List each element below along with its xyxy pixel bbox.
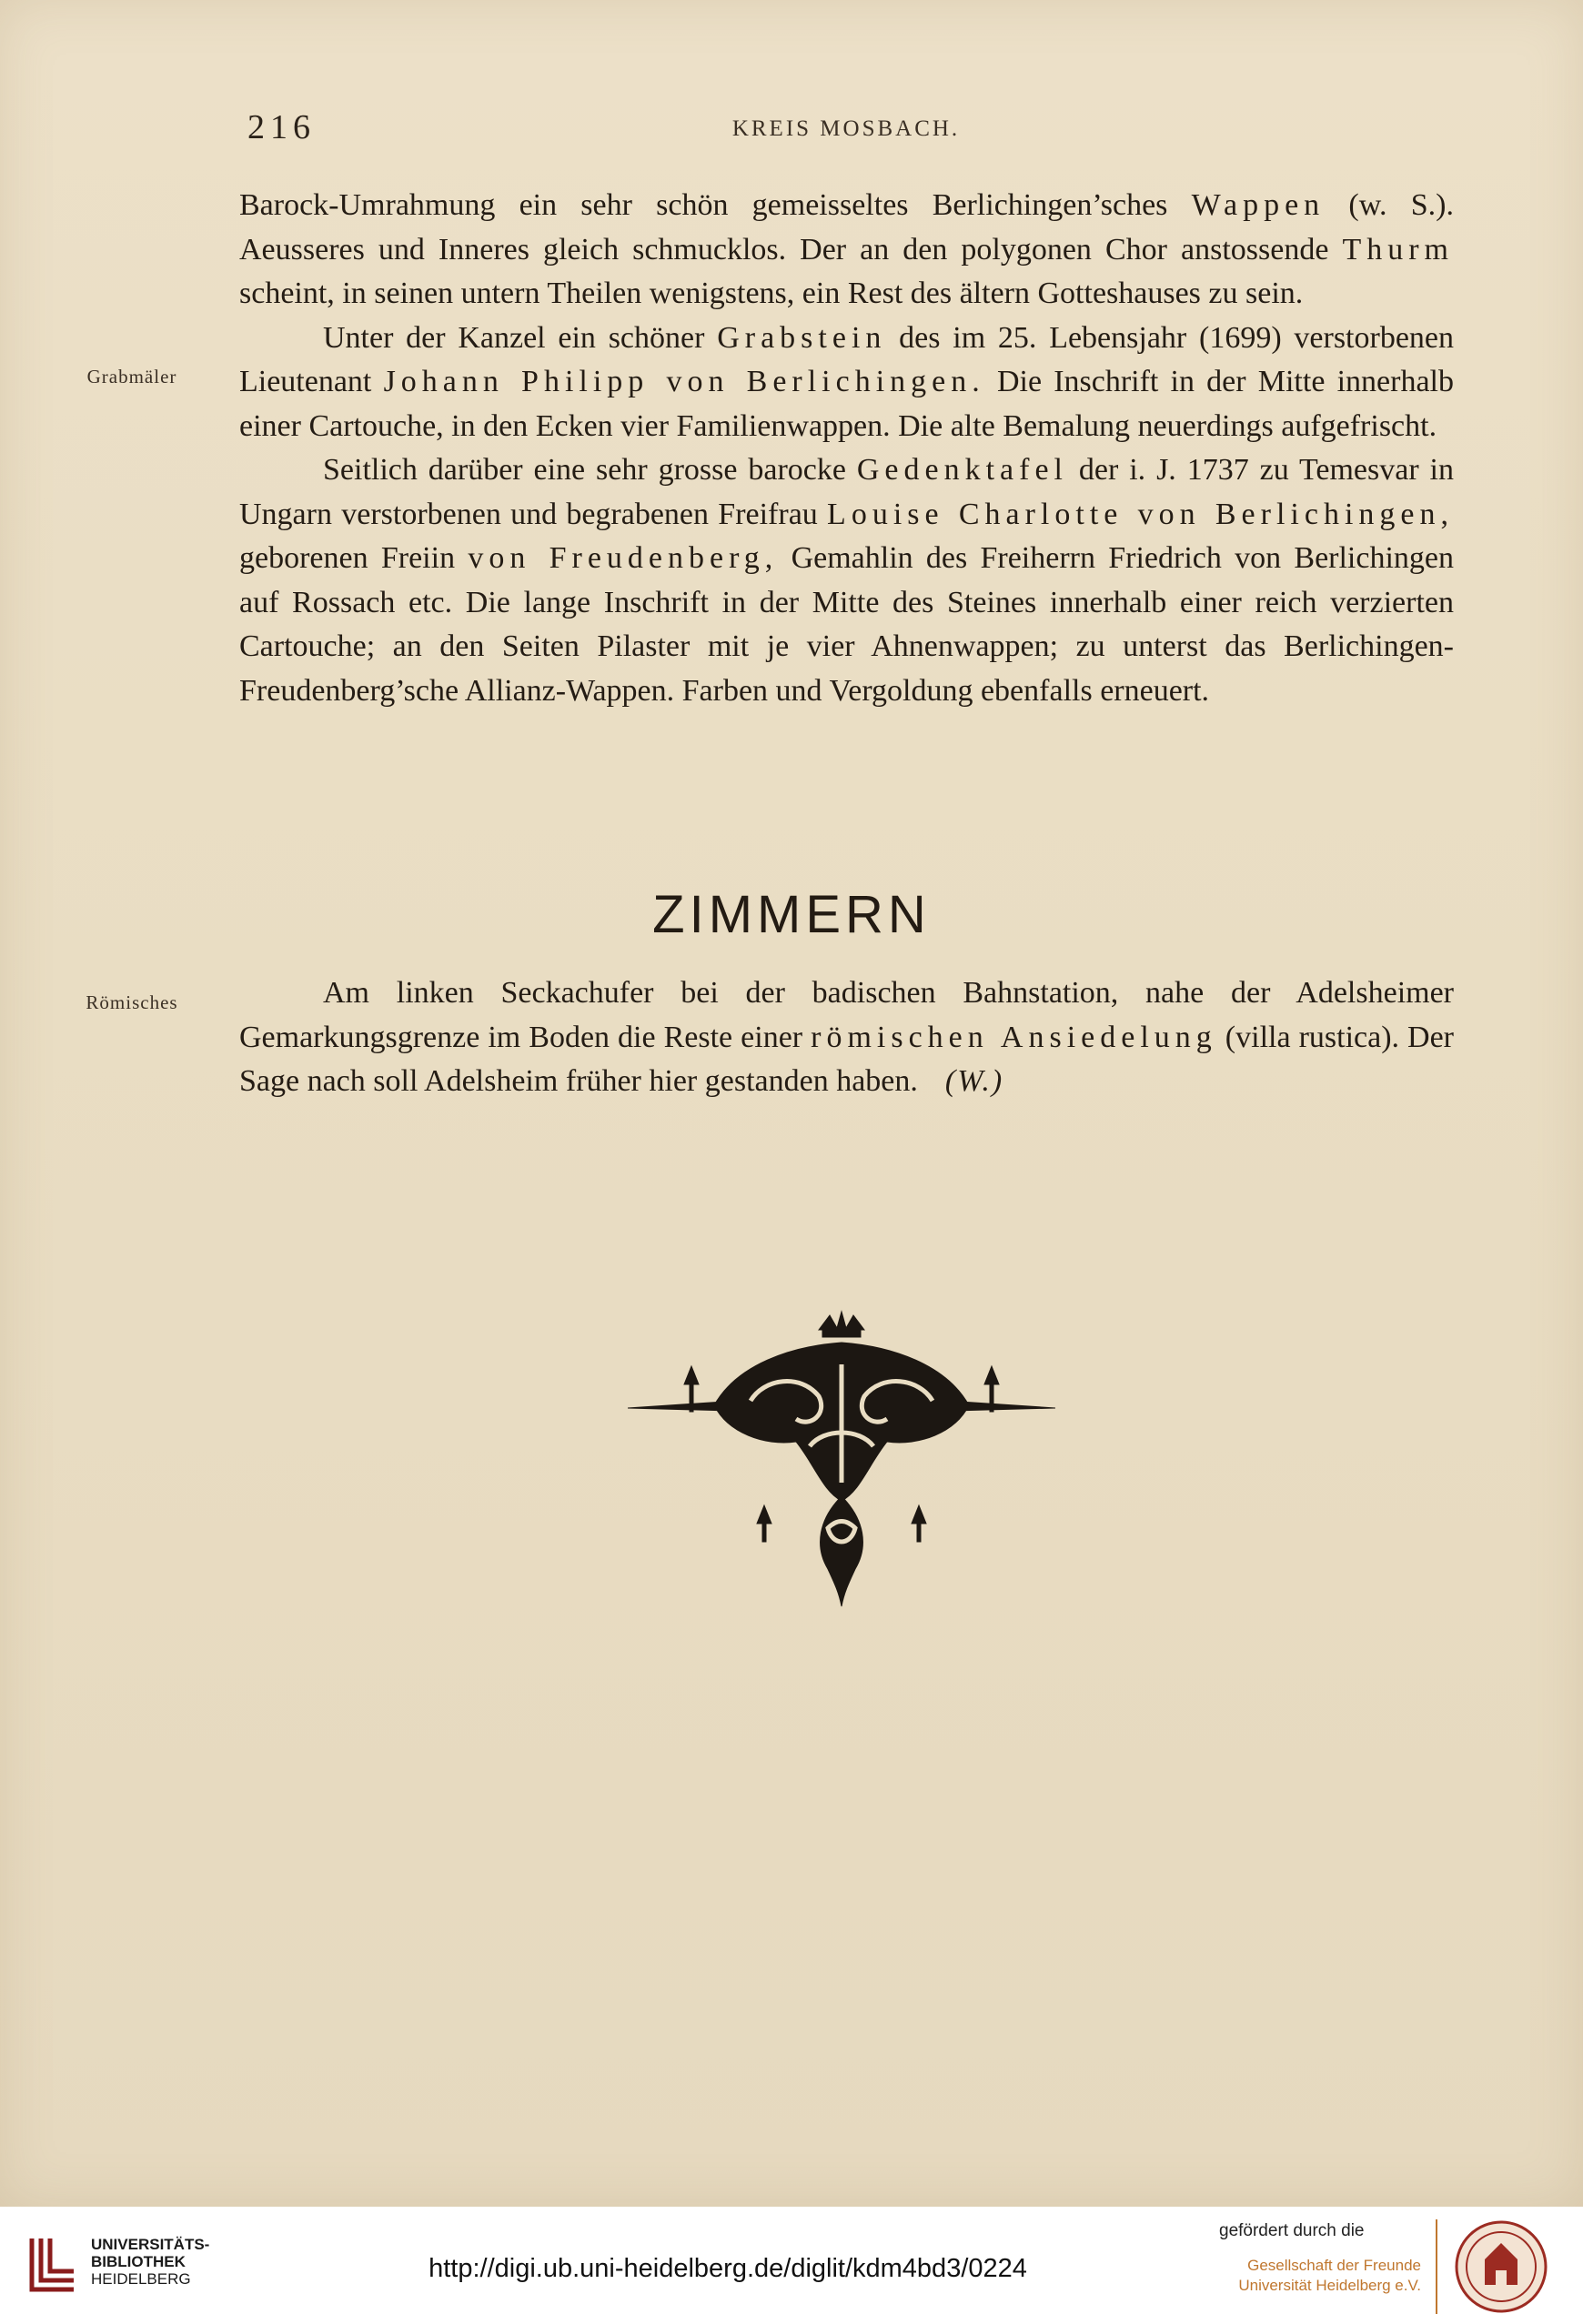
library-name [91,2236,209,2288]
page-header [0,107,1583,162]
sponsor-name-line: Universität Heidelberg e.V. [1238,2277,1421,2294]
sidenote-roemisches: Römisches [86,991,178,1013]
footer [0,2207,1583,2324]
sponsor-name-line: Gesellschaft der Freunde [1247,2257,1421,2274]
sidenote-grabmaeler: Grabmäler [86,366,177,387]
paragraph-gedenktafel [239,448,1454,713]
spaced-term: von Freudenberg, [468,541,779,575]
text-run: Seitlich darüber eine sehr grosse barocke [323,453,857,487]
text-run: der i. J. 1737 zu Temesvar in Ungarn verstorbenen und begrabenen Freifrau [239,453,1454,531]
text-run: des im 25. Lebensjahr (1699) verstorbenen Lieutenant [239,320,1455,398]
university-seal-icon [1454,2219,1548,2314]
paragraph-grabstein [239,317,1454,449]
spaced-term: Louise Charlotte von Berlichingen, [827,497,1454,531]
ub-heidelberg-logo-icon [27,2234,78,2294]
text-run: (villa rustica). Der Sage nach soll Adelsheim früher hier gestanden haben. [239,1020,1455,1098]
spaced-term: Johann Philipp von Berlichingen. [383,365,985,398]
text-run: Die Inschrift in der Mitte innerhalb einer Cartouche, in den Ecken vier Familienwappen. Die alte Bemalung neuerdings aufgefrischt. [239,365,1454,443]
page-number: 216 [247,108,316,146]
spaced-term: Grabstein [717,320,887,355]
text-run: Barock-Umrahmung ein sehr schön gemeisseltes Berlichingen’sches [239,188,1192,222]
footer-divider [1436,2219,1437,2314]
body-text-upper [239,184,1454,713]
text-run: geborenen Freiin [239,541,469,575]
spaced-term: Gedenktafel [856,453,1068,487]
body-text-zimmern [239,971,1454,1104]
library-name-line: HEIDELBERG [91,2270,191,2288]
permalink-url[interactable]: http://digi.ub.uni-heidelberg.de/diglit/kdm4bd3/0224 [429,2254,1027,2283]
spaced-term: Wappen [1191,188,1326,222]
running-title: KREIS MOSBACH. [731,116,961,141]
text-run: Am linken Seckachufer bei der badischen Bahnstation, nahe der Adelsheimer Gemarkungsgrenze im Boden die Reste einer [239,976,1454,1054]
text-run: scheint, in seinen untern Theilen wenigstens, ein Rest des ältern Gotteshauses zu sein. [239,277,1304,310]
author-signature: (W.) [944,1064,1004,1098]
section-heading: ZIMMERN [652,885,931,944]
funded-by-label: gefördert durch die [1219,2221,1365,2240]
text-run: (w. S.). Aeusseres und Inneres gleich schmucklos. Der an den polygonen Chor anstossende [239,188,1454,267]
paragraph-zimmern [239,971,1454,1104]
spaced-term: Thurm [1342,232,1454,267]
paragraph-wappen-thurm [239,184,1454,317]
text-run: Gemahlin des Freiherrn Friedrich von Berlichingen auf Rossach etc. Die lange Inschrift in der Mitte des Steines innerhalb einer reich verzierten Cartouche; an den Seiten Pilaster mit je vier Ahnenwappen; zu unterst das Berlichingen-Freudenberg’sche Allianz-Wappen. Farben und Vergoldung ebenfalls erneuert. [239,541,1455,708]
spaced-term: römischen Ansiedelung [811,1020,1217,1054]
sponsor-name [1230,2256,1421,2296]
ornament-icon [628,1310,1055,1610]
text-run: Unter der Kanzel ein schöner [323,320,718,355]
library-name-line: BIBLIOTHEK [91,2253,186,2270]
library-name-line: UNIVERSITÄTS- [91,2236,210,2253]
